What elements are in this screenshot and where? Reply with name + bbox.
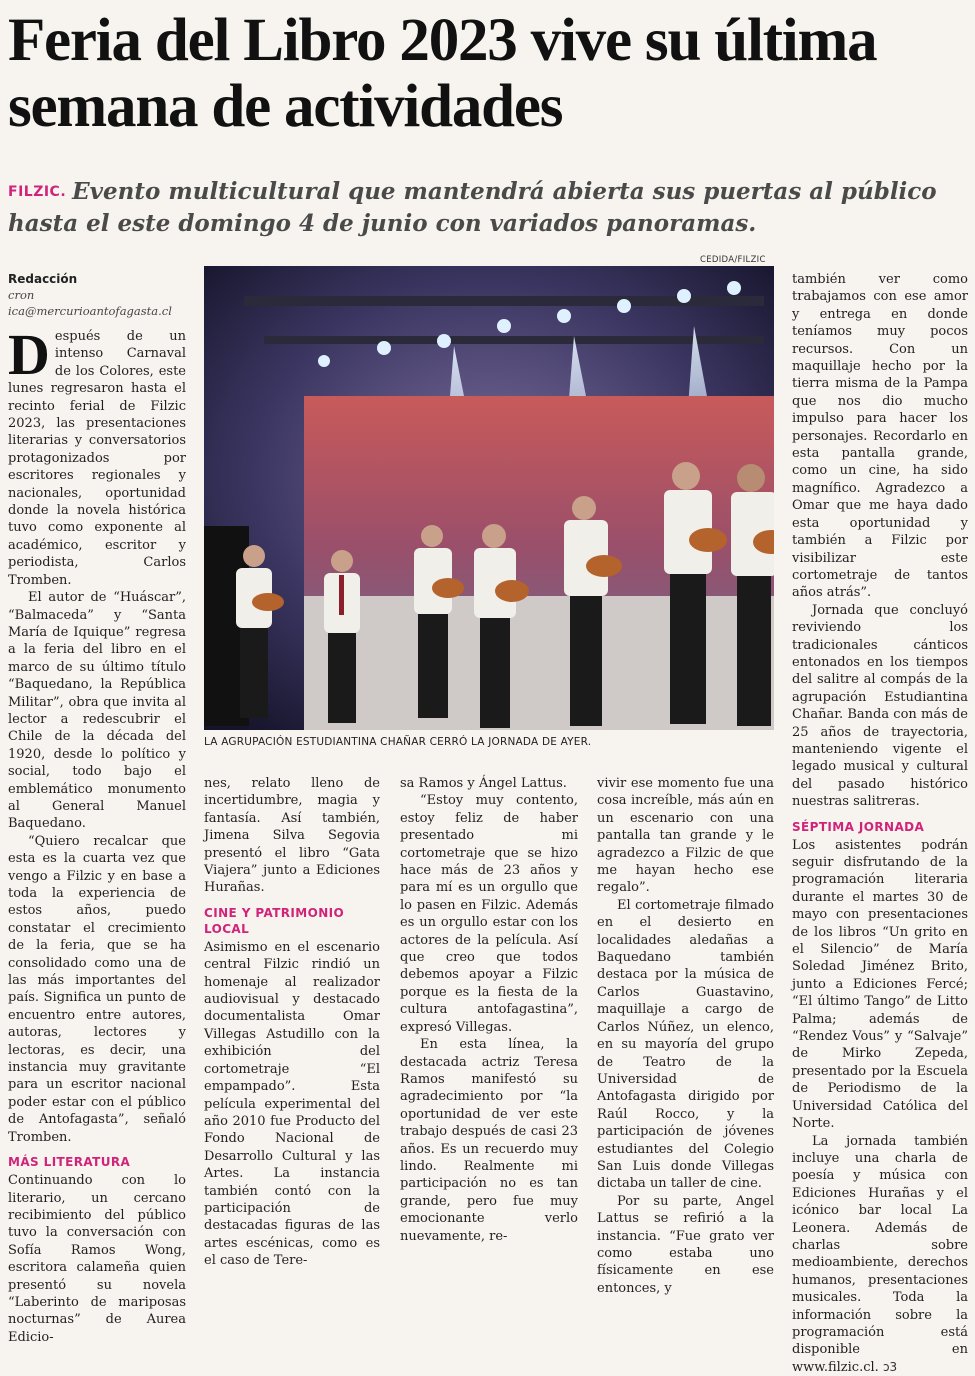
stage-illustration [204, 266, 774, 730]
section-heading: CINE Y PATRIMONIO LOCAL [204, 905, 380, 937]
paragraph: nes, relato lleno de incertidumbre, magia y fantasía. Así también, Jimena Silva Segovia presentó el libro “Gata Viajera” junto a Ediciones Hurañas. [204, 775, 380, 897]
paragraph: “Estoy muy contento, estoy feliz de haber presentado mi cortometraje que se hizo hace más de 23 años y para mí es un orgullo que lo pasen en Filzic. Además es un orgullo estar con los actores de la película. Así que creo que todos debemos apoyar a Filzic porque es la fiesta de la cultura antofagastina”, expresó Villegas. [400, 792, 578, 1036]
paragraph: Después de un intenso Carnaval de los Colores, este lunes regresaron hasta el recinto ferial de Filzic 2023, las presentaciones literarias y conversatorios protagonizados por escritores regionales y nacionales, oportunidad donde la novela histórica tuvo como exponente al académico, escritor y periodista, Carlos Tromben. [8, 328, 186, 589]
paragraph: también ver como trabajamos con ese amor y entrega en donde teníamos muy pocos recursos. Con un maquillaje hecho por la tierra misma de la Pampa que nos dio mucho impulso para hacer los personajes. Recordarlo en esta pantalla grande, como un cine, ha sido magnífico. Agradezco a Omar que me haya dado esta oportunidad y también a Filzic por visibilizar este cortometraje de tantos años atrás”. [792, 271, 968, 602]
paragraph: Los asistentes podrán seguir disfrutando de la programación literaria durante el martes 30 de mayo con presentaciones de los libros “Un grito en el Silencio” de María Soledad Jiménez Brito, junto a Ediciones Fercé; “El último Tango” de Litto Palma; además de “Rendez Vous” y “Salvaje” de Mirko Zepeda, presentado por la Escuela de Periodismo de la Universidad Católica del Norte. [792, 837, 968, 1133]
section-heading: MÁS LITERATURA [8, 1154, 186, 1170]
section-heading: SÉPTIMA JORNADA [792, 819, 968, 835]
paragraph: vivir ese momento fue una cosa increíble, más aún en un escenario con una pantalla tan grande y le agradezco a Filzic de que me hayan hecho ese regalo”. [597, 775, 774, 897]
paragraph: La jornada también incluye una charla de poesía y música con Ediciones Hurañas y el icónico bar local La Leonera. Además de charlas sobre medioambiente, derechos humanos, presentaciones musicales. Toda la información sobre la programación está disponible en www.filzic.cl. ↄ3 [792, 1133, 968, 1376]
paragraph: sa Ramos y Ángel Lattus. [400, 775, 578, 792]
headline: Feria del Libro 2023 vive su última semana de actividades [8, 8, 968, 140]
column-1 [8, 328, 186, 1346]
photo-caption: LA AGRUPACIÓN ESTUDIANTINA CHAÑAR CERRÓ LA JORNADA DE AYER. [204, 736, 774, 748]
column-5 [792, 271, 968, 1376]
paragraph: Por su parte, Angel Lattus se refirió a la instancia. “Fue grato ver como estaba uno físicamente en ese entonces, y [597, 1193, 774, 1297]
paragraph: Continuando con lo literario, un cercano recibimiento del público tuvo la conversación con Sofía Ramos Wong, escritora calameña quien presentó su novela “Laberinto de mariposas nocturnas” de Aurea Edicio- [8, 1172, 186, 1346]
photo-credit: CEDIDA/FILZIC [700, 255, 766, 265]
byline [8, 271, 198, 319]
paragraph: En esta línea, la destacada actriz Teresa Ramos manifestó su agradecimiento por “la oportunidad de ver este trabajo después de casi 23 años. Es un recuerdo muy lindo. Realmente mi participación no es tan grande, pero fue muy emocionante verlo nuevamente, re- [400, 1036, 578, 1245]
column-2 [204, 775, 380, 1270]
paragraph: “Quiero recalcar que esta es la cuarta vez que vengo a Filzic y en base a toda la experiencia de estos años, puedo constatar el crecimiento de la feria, que se ha consolidado como una de las más importantes del país. Significa un punto de encuentro entre autores, autoras, lectores y lectoras, es decir, una instancia muy gravitante para un escritor nacional poder estar con el público de Antofagasta”, señaló Tromben. [8, 833, 186, 1146]
subtitle: Evento multicultural que mantendrá abierta sus puertas al público hasta el este domingo 4 de junio con variados panoramas. [8, 178, 937, 237]
subtitle-block [8, 176, 968, 240]
author-name: Redacción [8, 271, 198, 287]
end-mark-icon: ↄ3 [883, 1360, 897, 1374]
paragraph: Jornada que concluyó reviviendo los tradicionales cánticos entonados en los tiempos del salitre al compás de la agrupación Estudiantina Chañar. Banda con más de 25 años de trayectoria, manteniendo vigente el legado musical y cultural del pasado histórico nuestras salitreras. [792, 602, 968, 811]
column-3 [400, 775, 578, 1245]
drop-cap: D [8, 328, 55, 379]
paragraph: El autor de “Huáscar”, “Balmaceda” y “Santa María de Iquique” regresa a la feria del libro en el marco de su último título “Baquedano, la República Militar”, obra que invita al lector a redescubrir el Chile de la década del 1920, desde lo político y social, todo bajo el emblemático monumento al General Manuel Baquedano. [8, 589, 186, 833]
column-4 [597, 775, 774, 1297]
author-email[interactable]: cron ica@mercurioantofagasta.cl [8, 288, 172, 318]
paragraph: Asimismo en el escenario central Filzic rindió un homenaje al realizador audiovisual y destacado documentalista Omar Villegas Astudillo con la exhibición del cortometraje “El empampado”. Esta película experimental del año 2010 fue Producto del Fondo Nacional de Desarrollo Cultural y las Artes. La instancia también contó con la participación de destacadas figuras de las artes escénicas, como es el caso de Tere- [204, 939, 380, 1270]
paragraph: El cortometraje filmado en el desierto en localidades aledañas a Baquedano también destaca por la música de Carlos Guastavino, maquillaje a cargo de Carlos Núñez, un elenco, en su mayoría del grupo de Teatro de la Universidad de Antofagasta dirigido por Raúl Rocco, y la participación de jóvenes estudiantes del Colegio San Luis donde Villegas dictaba un taller de cine. [597, 897, 774, 1193]
band-photo [204, 266, 774, 730]
kicker: FILZIC. [8, 184, 66, 200]
